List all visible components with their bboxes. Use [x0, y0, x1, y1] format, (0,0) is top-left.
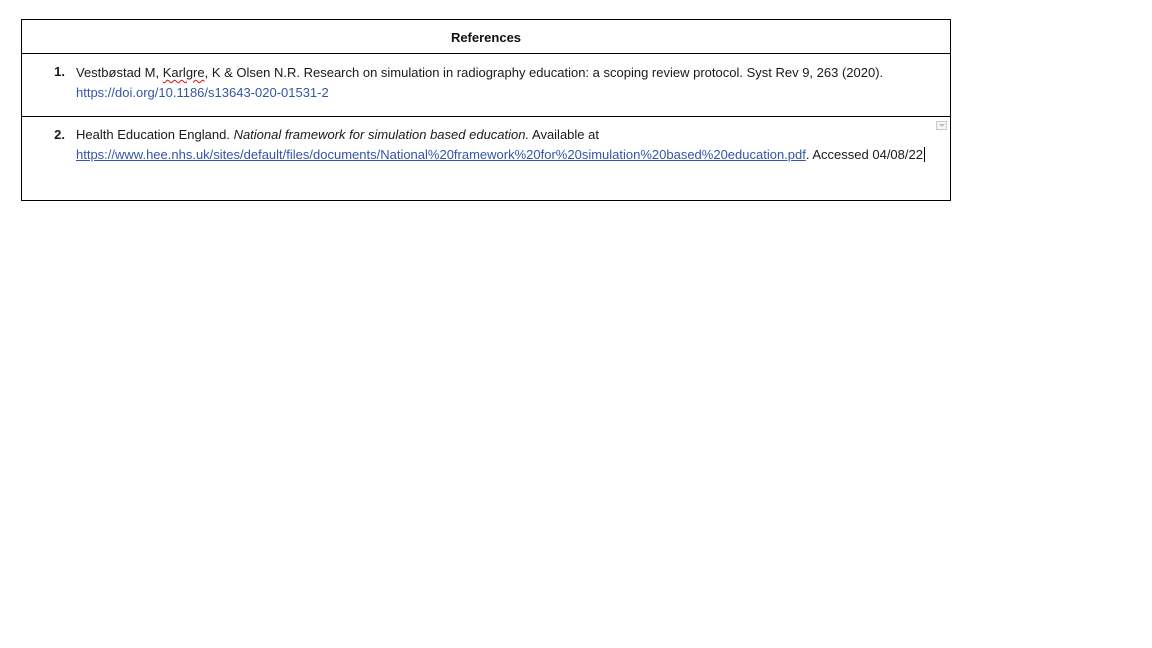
ref2-title: National framework for simulation based education. [233, 127, 530, 142]
reference-row-2[interactable] [22, 116, 950, 200]
reference-row-1[interactable] [22, 53, 950, 116]
reference-number-2: 2. [54, 127, 65, 142]
ref2-url-link[interactable]: https://www.hee.nhs.uk/sites/default/files/documents/National%20framework%20for%20simulation%20based%20education.pdf [76, 146, 806, 162]
ref2-accessed-text: . Accessed 04/08/22 [805, 146, 923, 162]
reference-text-2[interactable] [76, 125, 936, 164]
references-table [21, 19, 951, 201]
ref2-available-at: Available at [529, 127, 599, 142]
reference-text-1[interactable] [76, 63, 936, 102]
ref1-doi-link[interactable]: https://doi.org/10.1186/s13643-020-01531-2 [76, 84, 329, 100]
text-cursor [924, 147, 925, 162]
dropdown-handle-icon[interactable] [936, 121, 947, 130]
spellcheck-flagged-word[interactable]: Karlgre [162, 65, 205, 80]
ref2-author: Health Education England. [76, 127, 234, 142]
references-heading: References [450, 30, 522, 45]
ref1-authors-start: Vestbøstad M, [76, 65, 163, 80]
table-header-row [22, 20, 950, 53]
reference-number-1: 1. [54, 64, 65, 79]
ref1-citation-text: , K & Olsen N.R. Research on simulation in radiography education: a scoping review protocol. Syst Rev 9, 263 (2020). [204, 65, 884, 80]
